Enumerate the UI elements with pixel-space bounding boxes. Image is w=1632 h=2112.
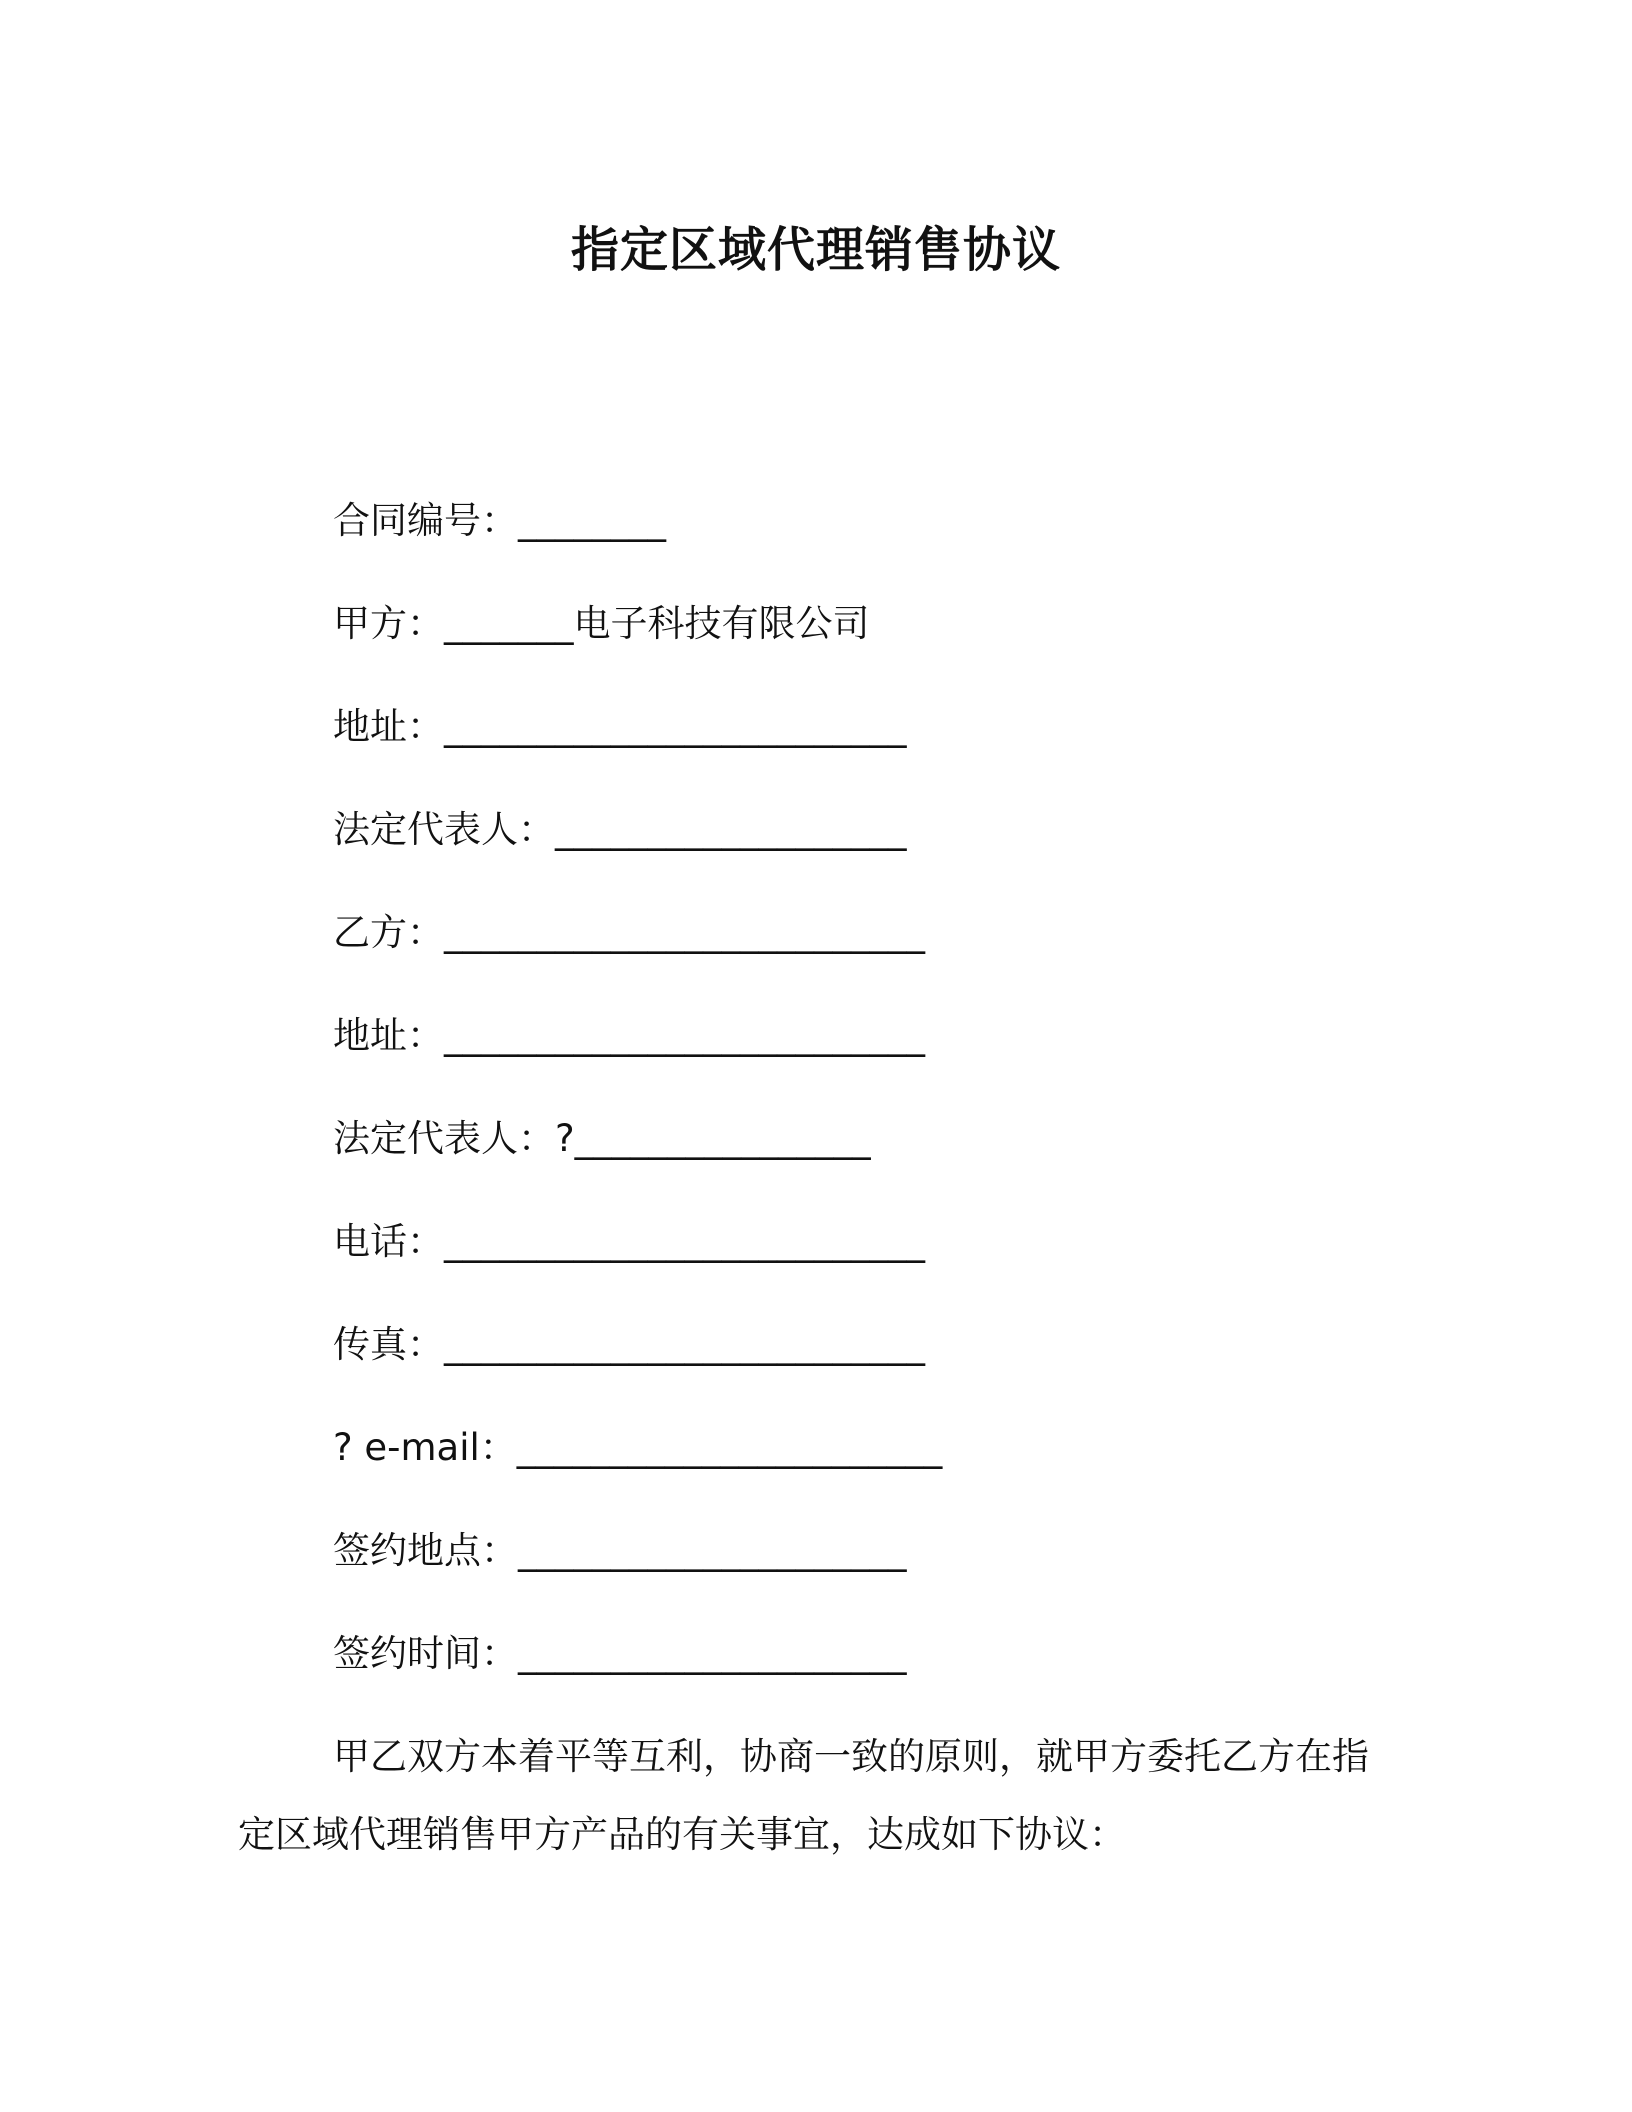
field-party-b-address: 地址：__________________________ — [333, 1014, 925, 1057]
field-contract-number: 合同编号：________ — [333, 499, 666, 542]
field-fax: 传真：__________________________ — [333, 1323, 925, 1366]
field-party-a-legal-rep: 法定代表人：___________________ — [333, 808, 907, 851]
intro-paragraph-line-2: 定区域代理销售甲方产品的有关事宜，达成如下协议： — [238, 1813, 1126, 1856]
field-party-b-legal-rep: 法定代表人：?________________ — [333, 1117, 871, 1160]
field-phone: 电话：__________________________ — [333, 1220, 925, 1263]
field-party-a-address: 地址：_________________________ — [333, 705, 907, 748]
intro-paragraph-line-1: 甲乙双方本着平等互利，协商一致的原则，就甲方委托乙方在指 — [333, 1735, 1369, 1778]
document-title: 指定区域代理销售协议 — [570, 222, 1061, 278]
field-signing-time: 签约时间：_____________________ — [333, 1632, 907, 1675]
field-party-b: 乙方：__________________________ — [333, 911, 925, 954]
field-party-a: 甲方：_______电子科技有限公司 — [333, 602, 870, 645]
field-signing-place: 签约地点：_____________________ — [333, 1529, 907, 1572]
field-email: ? e-mail：_______________________ — [333, 1426, 943, 1469]
